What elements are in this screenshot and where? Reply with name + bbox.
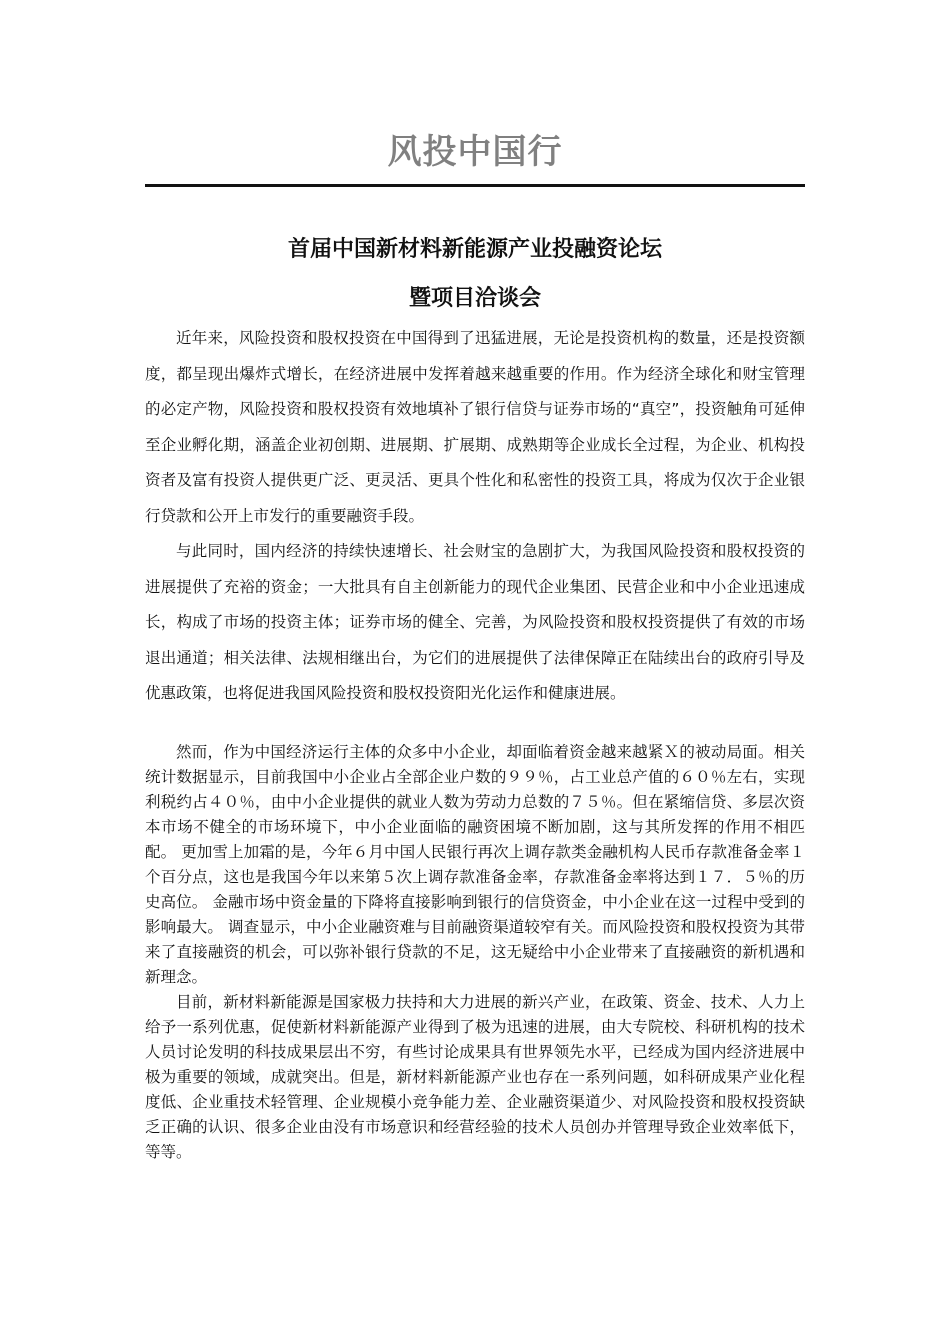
body-section-a (145, 321, 805, 712)
document-title-line-1: 首届中国新材料新能源产业投融资论坛 (287, 237, 662, 262)
paragraph-2: 与此同时，国内经济的持续快速增长、社会财宝的急剧扩大，为我国风险投资和股权投资的进展提供了充裕的资金；一大批具有自主创新能力的现代企业集团、民营企业和中小企业迅速成长，构成了市场的投资主体；证券市场的健全、完善，为风险投资和股权投资提供了有效的市场退出通道；相关法律、法规相继出台，为它们的进展提供了法律保障正在陆续出台的政府引导及优惠政策，也将促进我国风险投资和股权投资阳光化运作和健康进展。 (145, 542, 805, 702)
paragraph-1: 近年来，风险投资和股权投资在中国得到了迅猛进展，无论是投资机构的数量，还是投资额度，都呈现出爆炸式增长，在经济进展中发挥着越来越重要的作用。作为经济全球化和财宝管理的必定产物，风险投资和股权投资有效地填补了银行信贷与证券市场的“真空”，投资触角可延伸至企业孵化期，涵盖企业初创期、进展期、扩展期、成熟期等企业成长全过程，为企业、机构投资者及富有投资人提供更广泛、更灵活、更具个性化和私密性的投资工具，将成为仅次于企业银行贷款和公开上市发行的重要融资手段。 (145, 329, 805, 525)
document-title-line-2: 暨项目洽谈会 (408, 286, 541, 311)
paragraph-3: 然而，作为中国经济运行主体的众多中小企业，却面临着资金越来越紧Ｘ的被动局面。相关统计数据显示，目前我国中小企业占全部企业户数的９９％，占工业总产值的６０％左右，实现利税约占４０％，由中小企业提供的就业人数为劳动力总数的７５％。但在紧缩信贷、多层次资本市场不健全的市场环境下，中小企业面临的融资困境不断加剧，这与其所发挥的作用不相匹配。 更加雪上加霜的是，今年６月中国人民银行再次上调存款类金融机构人民币存款准备金率１个百分点，这也是我国今年以来第５次上调存款准备金率，存款准备金率将达到１７．５％的历史高位。 金融市场中资金量的下降将直接影响到银行的信贷资金，中小企业在这一过程中受到的影响最大。 调查显示，中小企业融资难与目前融资渠道较窄有关。而风险投资和股权投资为其带来了直接融资的机会，可以弥补银行贷款的不足，这无疑给中小企业带来了直接融资的新机遇和新理念。 (145, 743, 805, 986)
header-divider (145, 184, 805, 187)
body-section-b (145, 740, 805, 1165)
paragraph-4: 目前，新材料新能源是国家极力扶持和大力进展的新兴产业，在政策、资金、技术、人力上给予一系列优惠，促使新材料新能源产业得到了极为迅速的进展，由大专院校、科研机构的技术人员讨论发明的科技成果层出不穷，有些讨论成果具有世界领先水平，已经成为国内经济进展中极为重要的领域，成就突出。但是，新材料新能源产业也存在一系列问题，如科研成果产业化程度低、企业重技术轻管理、企业规模小竞争能力差、企业融资渠道少、对风险投资和股权投资缺乏正确的认识、很多企业由没有市场意识和经营经验的技术人员创办并管理导致企业效率低下，等等。 (145, 993, 805, 1161)
masthead-title: 风投中国行 (387, 132, 563, 172)
